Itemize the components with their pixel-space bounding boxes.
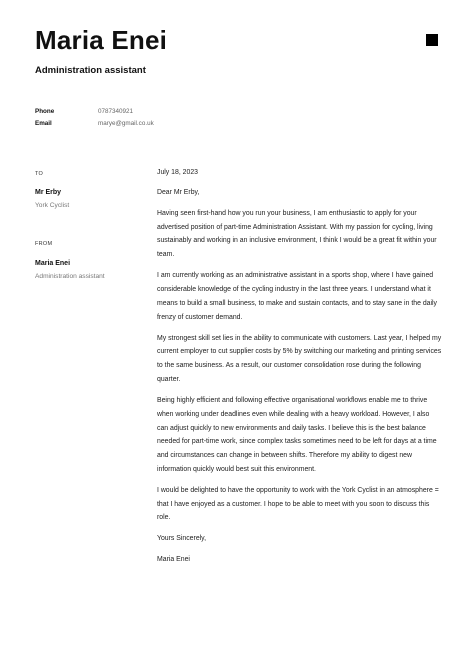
letter-body — [157, 166, 442, 574]
sender-label: FROM — [35, 241, 53, 247]
letter-signature: Maria Enei — [157, 556, 190, 564]
recipient-company: York Cyclist — [35, 202, 70, 209]
decorative-square-icon — [426, 34, 438, 46]
letter-closing: Yours Sincerely, — [157, 535, 207, 543]
sender-title: Administration assistant — [35, 273, 105, 280]
email-value: marye@gmail.co.uk — [98, 120, 154, 127]
letter-paragraph: Having seen first-hand how you run your business, I am enthusiastic to apply for your advertised position of part-time Administration Assistant. With my passion for cycling, living sustainably and working in an inclusive environment, I think I would be a great fit within your team. — [157, 209, 437, 259]
phone-value: 0787340921 — [98, 108, 134, 115]
letter-paragraph: I am currently working as an administrative assistant in a sports shop, where I have gained considerable knowledge of the cycling industry in the last three years. I understand what it means to build a small business, to make and sustain contacts, and to stay sane in the daily frenzy of customer demand. — [157, 272, 437, 321]
phone-label: Phone — [35, 108, 55, 115]
letter-date: July 18, 2023 — [157, 169, 198, 176]
job-title: Administration assistant — [35, 65, 146, 76]
recipient-name: Mr Erby — [35, 189, 62, 196]
email-label: Email — [35, 120, 52, 127]
letter-paragraph: My strongest skill set lies in the ability to communicate with customers. Last year, I helped my current employer to cut supplier costs by 5% by switching our marketing and printing services to the same business. As a result, our customer consolidation rose during the following quarter. — [157, 334, 442, 383]
letter-paragraph: Being highly efficient and following effective organisational workflows enable me to thrive when working under deadlines even while dealing with a heavy workload. However, I also can adjust quickly to new environments and daily tasks. I believe this is the best balance needed for part-time work, since complex tasks sometimes need to be left for days at a time and circumstances can change in between shifts. Therefore my ability to digest new information quickly would best suit this environment. — [157, 396, 437, 473]
letter-paragraph: I would be delighted to have the opportunity to work with the York Cyclist in an atmosphere = that I have enjoyed as a customer. I hope to be able to meet with you soon to discuss this role. — [157, 486, 439, 522]
applicant-name: Maria Enei — [35, 25, 168, 55]
recipient-label: TO — [35, 171, 44, 177]
sender-name: Maria Enei — [35, 260, 71, 267]
letter-greeting: Dear Mr Erby, — [157, 188, 200, 196]
